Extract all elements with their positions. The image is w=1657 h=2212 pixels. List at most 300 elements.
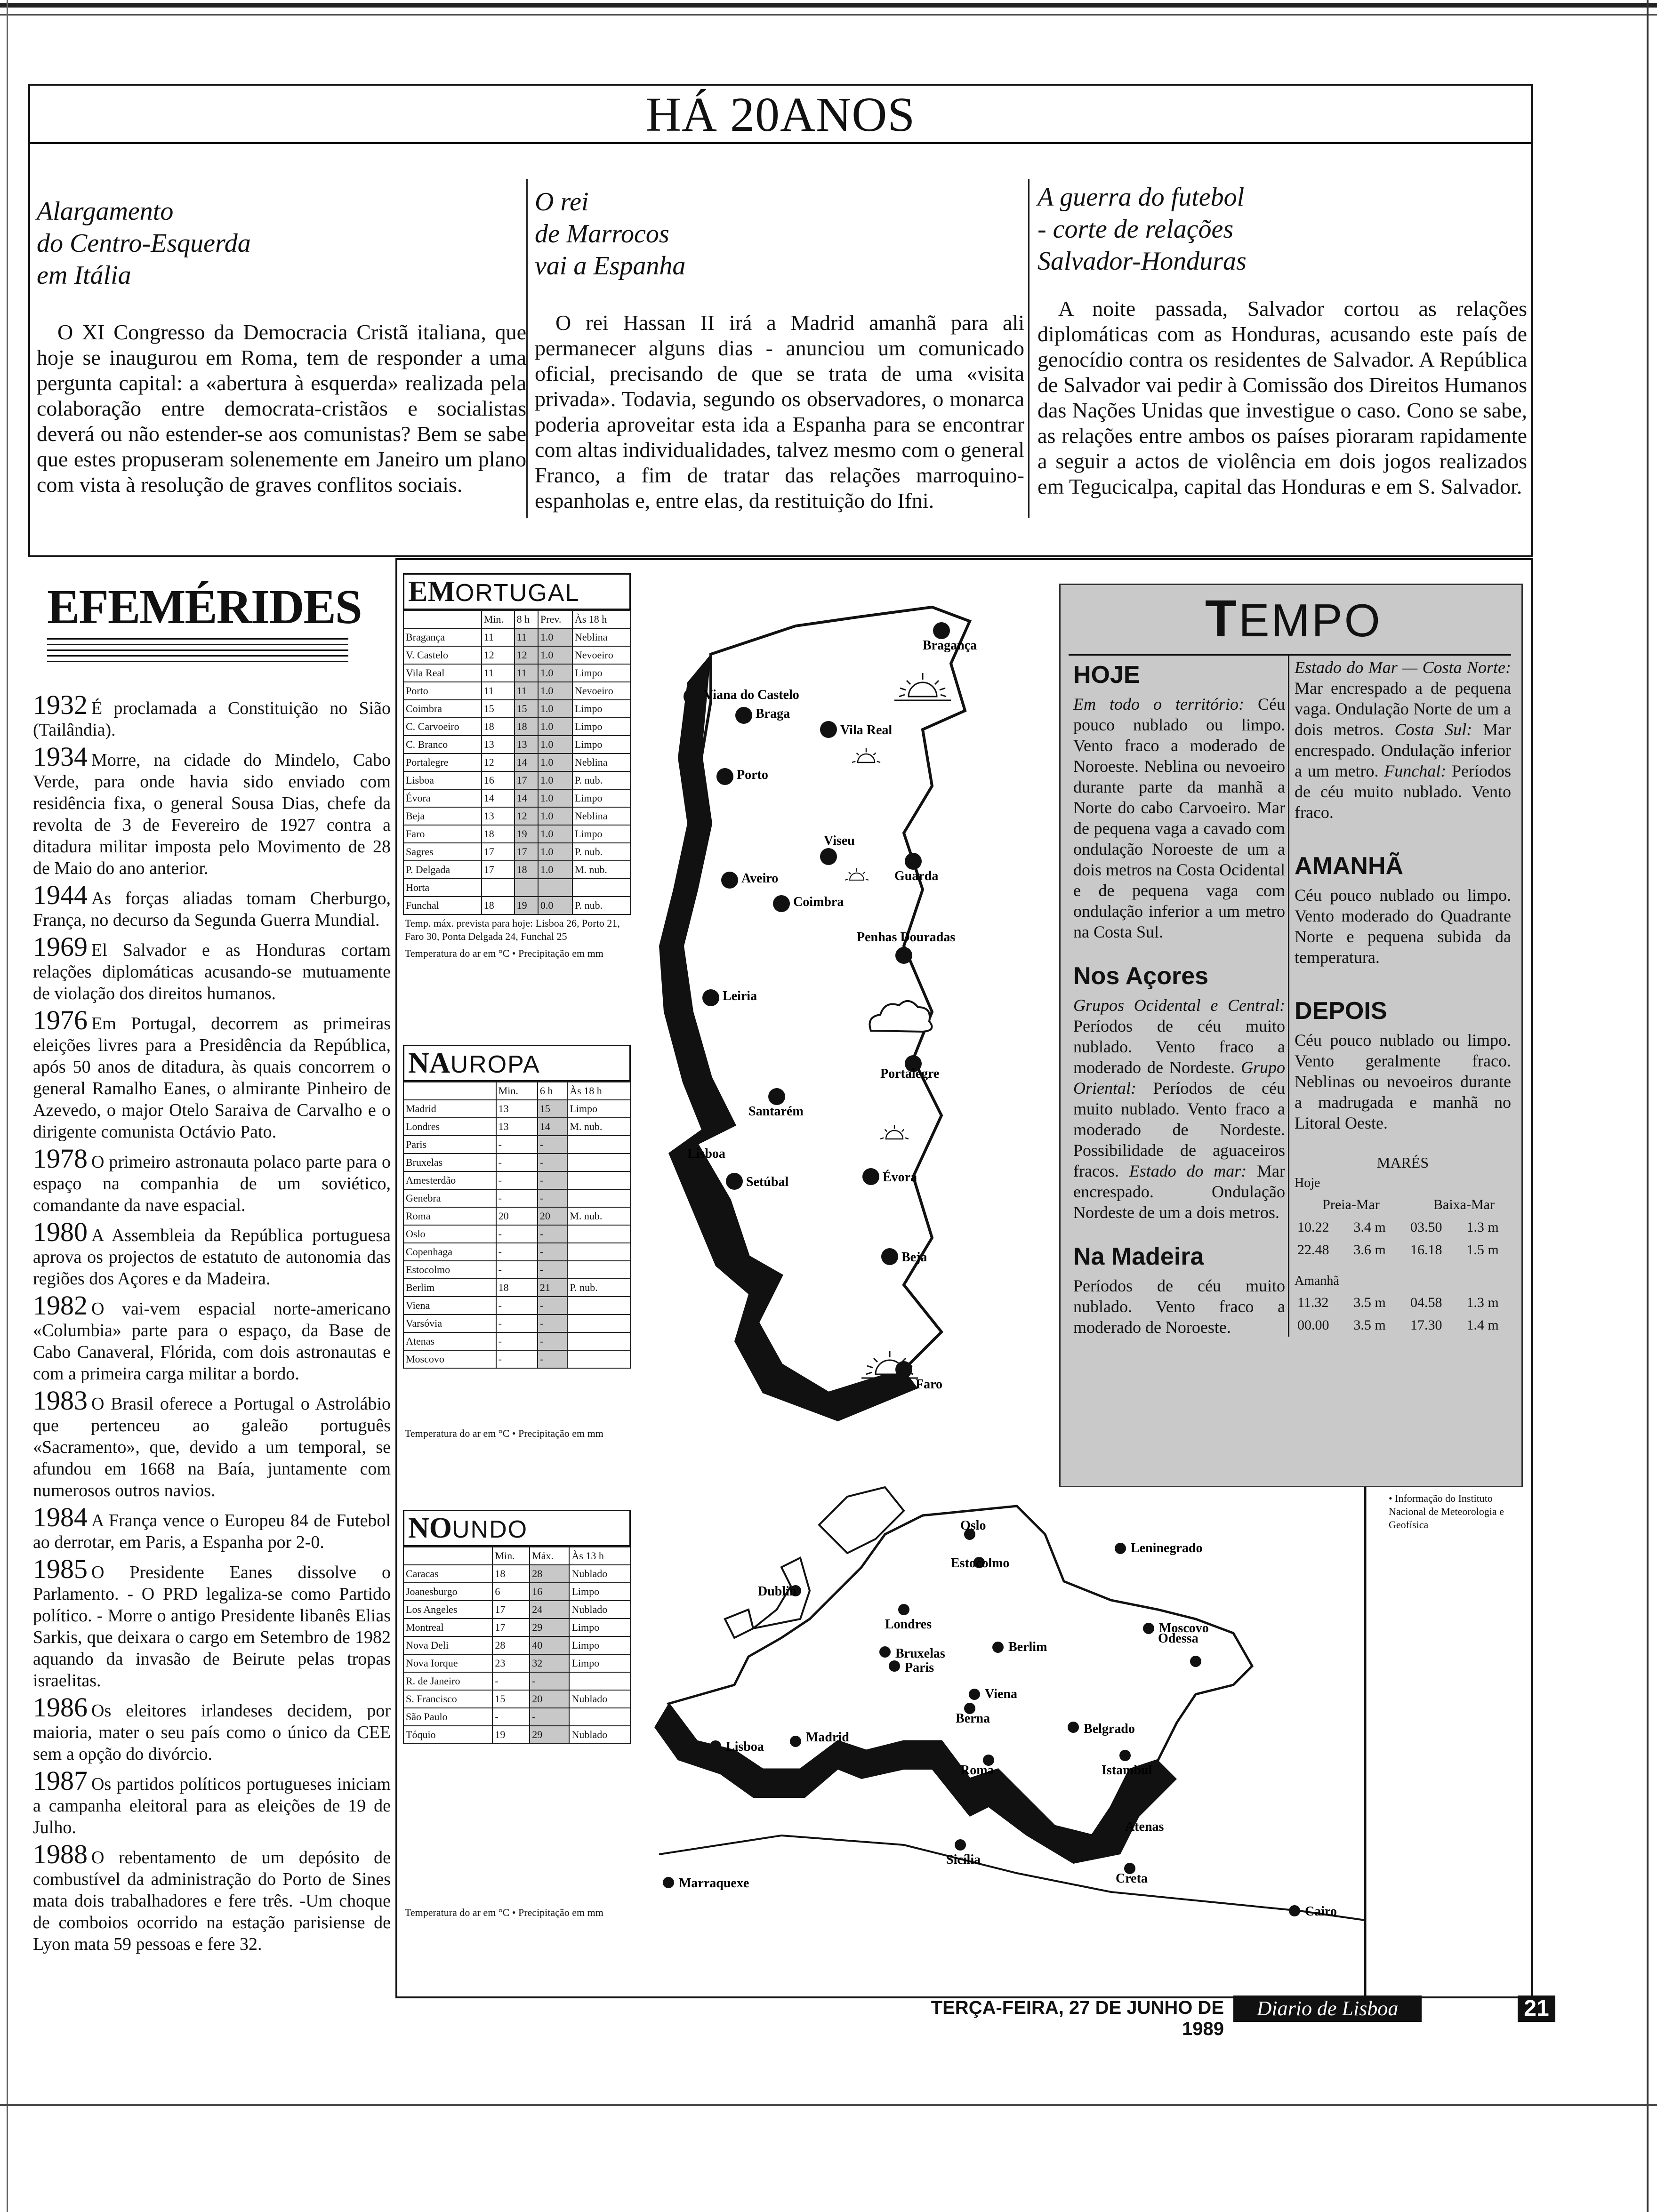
table-row [403,1601,630,1619]
city-label: Penhas Douradas [857,930,956,945]
city-cell: Porto [403,682,482,700]
scan-right-border [1647,0,1649,2212]
table-title [403,1045,631,1082]
value-cell: Limpo [569,1583,630,1601]
value-cell: Neblina [572,628,630,646]
amanha-text: Céu pouco nublado ou limpo. Vento moderado do Quadrante Norte e pequena subida da temperatura. [1295,886,1511,967]
acores-lead: Estado do mar: [1129,1162,1247,1180]
city-dot [862,1168,879,1185]
title-rule [47,644,348,645]
mar-lead: Estado do Mar — Costa Norte: [1295,658,1511,677]
efemeride-year: 1932 [33,689,88,720]
headline-line: de Marrocos [535,219,669,248]
value-cell: 18 [515,861,538,879]
city-cell: Vila Real [403,664,482,682]
value-cell: 14 [515,753,538,771]
article-centro-esquerda [37,195,526,497]
value-cell: Limpo [569,1654,630,1672]
value-cell: 14 [538,1118,567,1136]
value-cell: 24 [530,1601,569,1619]
value-cell: 15 [515,700,538,718]
city-cell: Tóquio [403,1726,492,1744]
table-row [403,1565,630,1583]
efemeride-year: 1984 [33,1502,88,1532]
value-cell: 12 [482,753,515,771]
city-cell: Funchal [403,897,482,914]
value-cell: - [496,1332,538,1350]
scan-bottom-border [0,2104,1657,2106]
table-header-cell: Min. [492,1547,530,1565]
value-cell: - [496,1225,538,1243]
city-dot [663,1877,674,1888]
city-cell: Estocolmo [403,1261,496,1279]
mar-body: Mar encrespado a de pequena vaga. Ondulação Norte de um a dois metros. [1295,679,1511,739]
value-cell: 28 [492,1636,530,1654]
tempo-title [1205,590,1382,648]
city-cell: Genebra [403,1189,496,1207]
hoje-heading: HOJE [1073,661,1140,689]
article-headline [1038,181,1527,277]
acores-body: Períodos de céu muito nublado. Vento fraco a moderado de Nordeste. [1073,1017,1285,1077]
value-cell: 1.0 [538,753,572,771]
value-cell: Nublado [569,1726,630,1744]
city-cell: Londres [403,1118,496,1136]
efemeride-item [33,689,391,741]
efemeride-item [33,1765,391,1838]
city-dot [721,872,738,889]
city-label: Setúbal [746,1175,789,1189]
efemeride-text: Morre, na cidade do Mindelo, Cabo Verde, para onde havia sido enviado com residência fixa, o general Sousa Dias, chefe da revolta de 3 de Fevereiro de 1927 contra a ditadura militar imposta pelo Movimento de 28 de Maio do ano anterior. [33,750,391,878]
city-dot [726,1173,743,1190]
headline-line: Alargamento [37,197,174,226]
table-row [403,1154,630,1171]
city-cell: Los Angeles [403,1601,492,1619]
mares-cell: 1.3 m [1466,1295,1499,1310]
value-cell: Limpo [572,789,630,807]
table-row [403,897,630,914]
value-cell: 29 [530,1619,569,1636]
city-dot [773,895,790,912]
table-row [403,1726,630,1744]
value-cell: Limpo [572,718,630,736]
city-cell: Bragança [403,628,482,646]
efemeride-text: As forças aliadas tomam Cherburgo, França, no decurso da Segunda Guerra Mundial. [33,889,391,930]
city-label: Belgrado [1084,1722,1135,1736]
page-number: 21 [1518,1996,1555,2022]
table-row [403,771,630,789]
city-label: Évora [883,1170,917,1185]
mares-cell: 1.4 m [1466,1317,1499,1333]
value-cell: - [496,1243,538,1261]
table-header-row [403,1547,630,1565]
efemeride-year: 1983 [33,1385,88,1416]
table-row [403,1636,630,1654]
headline-line: O rei [535,187,589,216]
city-dot [895,947,912,964]
value-cell: 21 [538,1279,567,1297]
table-header-cell: Prev. [538,610,572,628]
city-label: Viseu [824,834,855,848]
value-cell: 1.0 [538,682,572,700]
value-cell: 18 [515,718,538,736]
mar-body: Mar encrespado. Ondulação inferior a um metro. [1295,720,1511,780]
mares-cell: 3.4 m [1353,1219,1386,1235]
mares-cell: 1.5 m [1466,1242,1499,1258]
city-label: Paris [905,1660,934,1675]
city-cell: C. Branco [403,736,482,753]
efemeride-item [33,882,391,931]
title-rule [47,661,348,662]
value-cell [538,879,572,897]
city-dot [684,688,700,705]
mares-cell: 3.5 m [1353,1317,1386,1333]
value-cell: 32 [530,1654,569,1672]
table-row [403,1100,630,1118]
value-cell: - [496,1189,538,1207]
city-label: Beja [901,1250,927,1265]
value-cell: - [538,1332,567,1350]
value-cell: - [538,1297,567,1314]
value-cell: 19 [515,897,538,914]
city-cell: V. Castelo [403,646,482,664]
value-cell: 18 [482,718,515,736]
city-label: Estocolmo [951,1556,1010,1571]
value-cell: - [496,1350,538,1368]
city-dot [895,1361,912,1378]
value-cell: Nublado [569,1565,630,1583]
value-cell: Limpo [572,664,630,682]
value-cell: 13 [496,1118,538,1136]
value-cell: 13 [496,1100,538,1118]
value-cell: 17 [515,843,538,861]
table-title [403,573,631,610]
value-cell [567,1297,630,1314]
value-cell: Limpo [572,736,630,753]
city-dot [879,1646,891,1658]
mares-cell: 1.3 m [1466,1219,1499,1235]
city-label: Moscovo [1159,1621,1209,1635]
value-cell [567,1261,630,1279]
value-cell: 11 [515,682,538,700]
city-cell: Nova Iorque [403,1654,492,1672]
city-dot [768,1088,785,1105]
value-cell: Nevoeiro [572,646,630,664]
value-cell: - [538,1189,567,1207]
city-label: Santarém [748,1104,804,1119]
article-headline [535,186,1024,282]
city-dot [1289,1905,1300,1916]
masthead: Diario de Lisboa [1233,1996,1422,2022]
value-cell: 19 [515,825,538,843]
value-cell: 1.0 [538,628,572,646]
efemeride-text: El Salvador e as Honduras cortam relações diplomáticas acusando-se mutuamente de violação dos direitos humanos. [33,940,391,1003]
efemeride-text: O Presidente Eanes dissolve o Parlamento. - O PRD legaliza-se como Partido político. - Morre o antigo Presidente libanês Elias Sarkis, que deixara o cargo em Setembro de 1982 aquando da invasão de Beirute pelas tropas israelitas. [33,1563,391,1691]
city-cell: Varsóvia [403,1314,496,1332]
city-label: Cairo [1305,1904,1337,1919]
table-row [403,1654,630,1672]
portugal-weather-map [640,588,1064,1473]
efemeride-year: 1976 [33,1005,88,1035]
mares-row [1295,1216,1520,1239]
value-cell: 1.0 [538,843,572,861]
mares-cell: 11.32 [1297,1295,1329,1310]
value-cell: 1.0 [538,789,572,807]
value-cell: 12 [515,646,538,664]
depois-heading: DEPOIS [1295,997,1387,1025]
city-dot [1115,1543,1126,1554]
value-cell: 18 [496,1279,538,1297]
value-cell: 20 [530,1690,569,1708]
temperature-table [403,1547,631,1744]
value-cell: 18 [482,825,515,843]
value-cell [572,879,630,897]
value-cell [567,1154,630,1171]
mares-cell: 03.50 [1410,1219,1442,1235]
efemeride-text: O rebentamento de um depósito de combustível da administração do Porto de Sines mata dois trabalhadores e fere três. -Um choque de comboios ocorrido na estação parisiense de Lyon mata 59 pessoas e fere 32. [33,1848,391,1954]
city-label: Guarda [894,869,939,883]
city-cell: São Paulo [403,1708,492,1726]
table-row [403,753,630,771]
efemeride-text: É proclamada a Constituição no Sião (Tailândia). [33,698,391,740]
efemeride-text: Os eleitores irlandeses decidem, por maioria, mater o seu país como o único da CEE sem a opção do divórcio. [33,1701,391,1764]
table-row [403,1261,630,1279]
city-dot [1190,1656,1201,1667]
efemeride-year: 1982 [33,1290,88,1321]
table-row [403,1279,630,1297]
city-cell: Horta [403,879,482,897]
city-label: Odessa [1158,1631,1199,1646]
table-row [403,1136,630,1154]
city-label: Lisboa [726,1739,764,1754]
city-cell: Berlim [403,1279,496,1297]
table-header-cell [403,610,482,628]
city-label: Faro [916,1377,943,1392]
value-cell: 13 [482,807,515,825]
value-cell: 1.0 [538,825,572,843]
mares-row [1295,1314,1520,1337]
title-rule [47,649,348,651]
value-cell: - [496,1154,538,1171]
value-cell: 23 [492,1654,530,1672]
scan-top-border [0,3,1657,8]
value-cell: 17 [492,1619,530,1636]
efemeride-text: O primeiro astronauta polaco parte para o espaço na companhia de um soviético, comandante da nave espacial. [33,1152,391,1215]
value-cell: - [538,1171,567,1189]
table-header-row [403,610,630,628]
city-dot [905,853,922,870]
efemeride-item [33,1219,391,1290]
city-dot [889,1660,900,1672]
efemeride-year: 1988 [33,1839,88,1869]
title-rest: UROPA [450,1051,540,1078]
city-dot [992,1642,1004,1653]
efemeride-text: A França vence o Europeu 84 de Futebol ao derrotar, em Paris, a Espanha por 2-0. [33,1511,391,1552]
value-cell: - [496,1136,538,1154]
city-dot [684,1163,700,1180]
table-row [403,1171,630,1189]
mares-cell: 22.48 [1297,1242,1329,1258]
acores-text [1073,995,1285,1223]
value-cell: 15 [482,700,515,718]
city-label: Lisboa [687,1146,725,1161]
value-cell: 14 [482,789,515,807]
value-cell: - [538,1136,567,1154]
city-label: Oslo [960,1518,986,1533]
value-cell: Nublado [569,1601,630,1619]
value-cell: - [538,1243,567,1261]
city-label: Madrid [806,1730,849,1745]
city-label: Braga [756,706,790,721]
table-row [403,825,630,843]
city-cell: Sagres [403,843,482,861]
city-dot [820,848,837,865]
article-body: O rei Hassan II irá a Madrid amanhã para ali permanecer alguns dias - anunciou um comunicado oficial, precisando de que se trata de uma «visita privada». Todavia, segundo os observadores, o monarca poderia aproveitar esta ida a Espanha para se encontrar com altas individualidades, talvez mesmo com o general Franco, a fim de tratar das relações marroquino-espanholas e, entre elas, da restituição do Ifni. [535,311,1024,513]
city-cell: Atenas [403,1332,496,1350]
city-cell: Madrid [403,1100,496,1118]
value-cell: - [496,1171,538,1189]
table-row [403,628,630,646]
scan-top-border-thin [0,14,1657,16]
value-cell: M. nub. [567,1118,630,1136]
city-label: Bruxelas [895,1646,945,1661]
amanha-heading: AMANHÃ [1295,852,1404,880]
value-cell: P. nub. [567,1279,630,1297]
table-row [403,1708,630,1726]
madeira-text: Períodos de céu muito nublado. Vento fraco a moderado de Noroeste. [1073,1276,1285,1337]
table-header-cell [403,1547,492,1565]
city-cell: Oslo [403,1225,496,1243]
acores-lead: Grupos Ocidental e Central: [1073,996,1285,1015]
city-dot [1143,1623,1154,1634]
temperature-table [403,1082,631,1369]
city-cell: Nova Deli [403,1636,492,1654]
city-label: Sicília [946,1852,981,1867]
value-cell: 11 [482,682,515,700]
headline-line: em Itália [37,261,131,290]
efemeride-year: 1980 [33,1217,88,1247]
table-row [403,861,630,879]
value-cell: Nublado [569,1690,630,1708]
city-dot [881,1248,898,1265]
city-cell: Amesterdão [403,1171,496,1189]
value-cell: 1.0 [538,861,572,879]
acores-body: Períodos de céu muito nublado. Vento fraco a moderado de Nordeste. Possibilidade de aguaceiros fracos. [1073,1079,1285,1180]
value-cell: 20 [496,1207,538,1225]
table-row [403,1118,630,1136]
meteo-credit: • Informação do Instituto Nacional de Meteorologia e Geofísica [1389,1492,1504,1531]
city-label: Marraquexe [679,1876,749,1891]
city-dot [820,721,837,738]
table-header-cell: Máx. [530,1547,569,1565]
value-cell [567,1314,630,1332]
efemeride-year: 1944 [33,880,88,910]
article-body: A noite passada, Salvador cortou as relações diplomáticas com as Honduras, acusando este país de genocídio contra os residentes de Salvador. A República de Salvador vai pedir à Comissão dos Direitos Humanos das Nações Unidas que investigue o caso. Cono se sabe, as relações entre ambos os países pioraram rapidamente a seguir a actos de violência em dois jogos realizados em Tegucicalpa, capital das Honduras e em S. Salvador. [1038,297,1527,498]
efemeride-item [33,931,391,1004]
value-cell: 17 [482,861,515,879]
city-dot [898,1604,909,1615]
city-label: Roma [960,1763,994,1778]
city-label: Berna [956,1711,990,1726]
efemeride-item [33,1694,391,1765]
europe-weather-map [640,1478,1384,1996]
table-na-europa [403,1045,631,1442]
value-cell: 11 [515,628,538,646]
mar-text [1295,657,1511,823]
table-header-cell: Às 18 h [567,1082,630,1100]
mares-header-row [1295,1194,1520,1216]
table-row [403,1207,630,1225]
hoje-body: Céu pouco nublado ou limpo. Vento fraco a moderado de Noroeste. Neblina ou nevoeiro durante parte da manhã a Norte do cabo Carvoeiro. Mar de pequena vaga a cavado com ondulação Noroeste de um a dois metros na Costa Ocidental e de pequena vaga com ondulação inferior a um metro na Costa Sul. [1073,695,1285,941]
city-cell: Caracas [403,1565,492,1583]
value-cell: Limpo [572,825,630,843]
city-cell: Copenhaga [403,1243,496,1261]
table-header-row [403,1082,630,1100]
value-cell: 20 [538,1207,567,1225]
city-dot [716,768,733,785]
city-cell: Joanesburgo [403,1583,492,1601]
hoje-text [1073,694,1285,942]
value-cell: - [538,1350,567,1368]
value-cell: 14 [515,789,538,807]
efemerides-list [33,689,391,1958]
city-label: Creta [1116,1871,1148,1886]
efemeride-text: Os partidos políticos portugueses iniciam a campanha eleitoral para as eleições de 19 de Julho. [33,1774,391,1837]
temperature-table [403,610,631,915]
value-cell: 12 [515,807,538,825]
city-dot [790,1736,801,1747]
table-header-cell: 6 h [538,1082,567,1100]
mares-hoje-label: Hoje [1295,1176,1320,1190]
city-cell: Beja [403,807,482,825]
value-cell: - [496,1314,538,1332]
table-row [403,879,630,897]
city-label: Leiria [723,989,757,1003]
mar-body: Períodos de céu muito nublado. Vento fraco. [1295,761,1512,822]
headline-line: vai a Espanha [535,251,686,281]
table-row [403,1314,630,1332]
table-row [403,736,630,753]
mares-amanha-table [1295,1291,1520,1337]
title-rest: UNDO [452,1516,528,1543]
city-label: Viena [985,1687,1017,1701]
value-cell: P. nub. [572,843,630,861]
value-cell: 1.0 [538,718,572,736]
table-header-cell: Min. [482,610,515,628]
city-cell: Roma [403,1207,496,1225]
mares-row [1295,1239,1520,1261]
city-cell: Lisboa [403,771,482,789]
value-cell: - [538,1261,567,1279]
value-cell: 6 [492,1583,530,1601]
tempo-left-column [1073,654,1285,1338]
title-rest: ORTUGAL [455,579,580,607]
table-row [403,1243,630,1261]
value-cell: P. nub. [572,771,630,789]
value-cell: 16 [482,771,515,789]
acores-lead: Grupo Oriental: [1073,1058,1285,1098]
city-label: Viana do Castelo [704,688,799,702]
table-no-mundo [403,1510,631,1921]
mares-cell: 10.22 [1297,1219,1329,1235]
value-cell: 16 [530,1583,569,1601]
value-cell: 1.0 [538,700,572,718]
value-cell: M. nub. [572,861,630,879]
table-header-cell: Às 18 h [572,610,630,628]
city-label: Londres [885,1617,932,1632]
mares-cell: 16.18 [1410,1242,1442,1258]
madeira-heading: Na Madeira [1073,1243,1204,1270]
table-title [403,1510,631,1547]
